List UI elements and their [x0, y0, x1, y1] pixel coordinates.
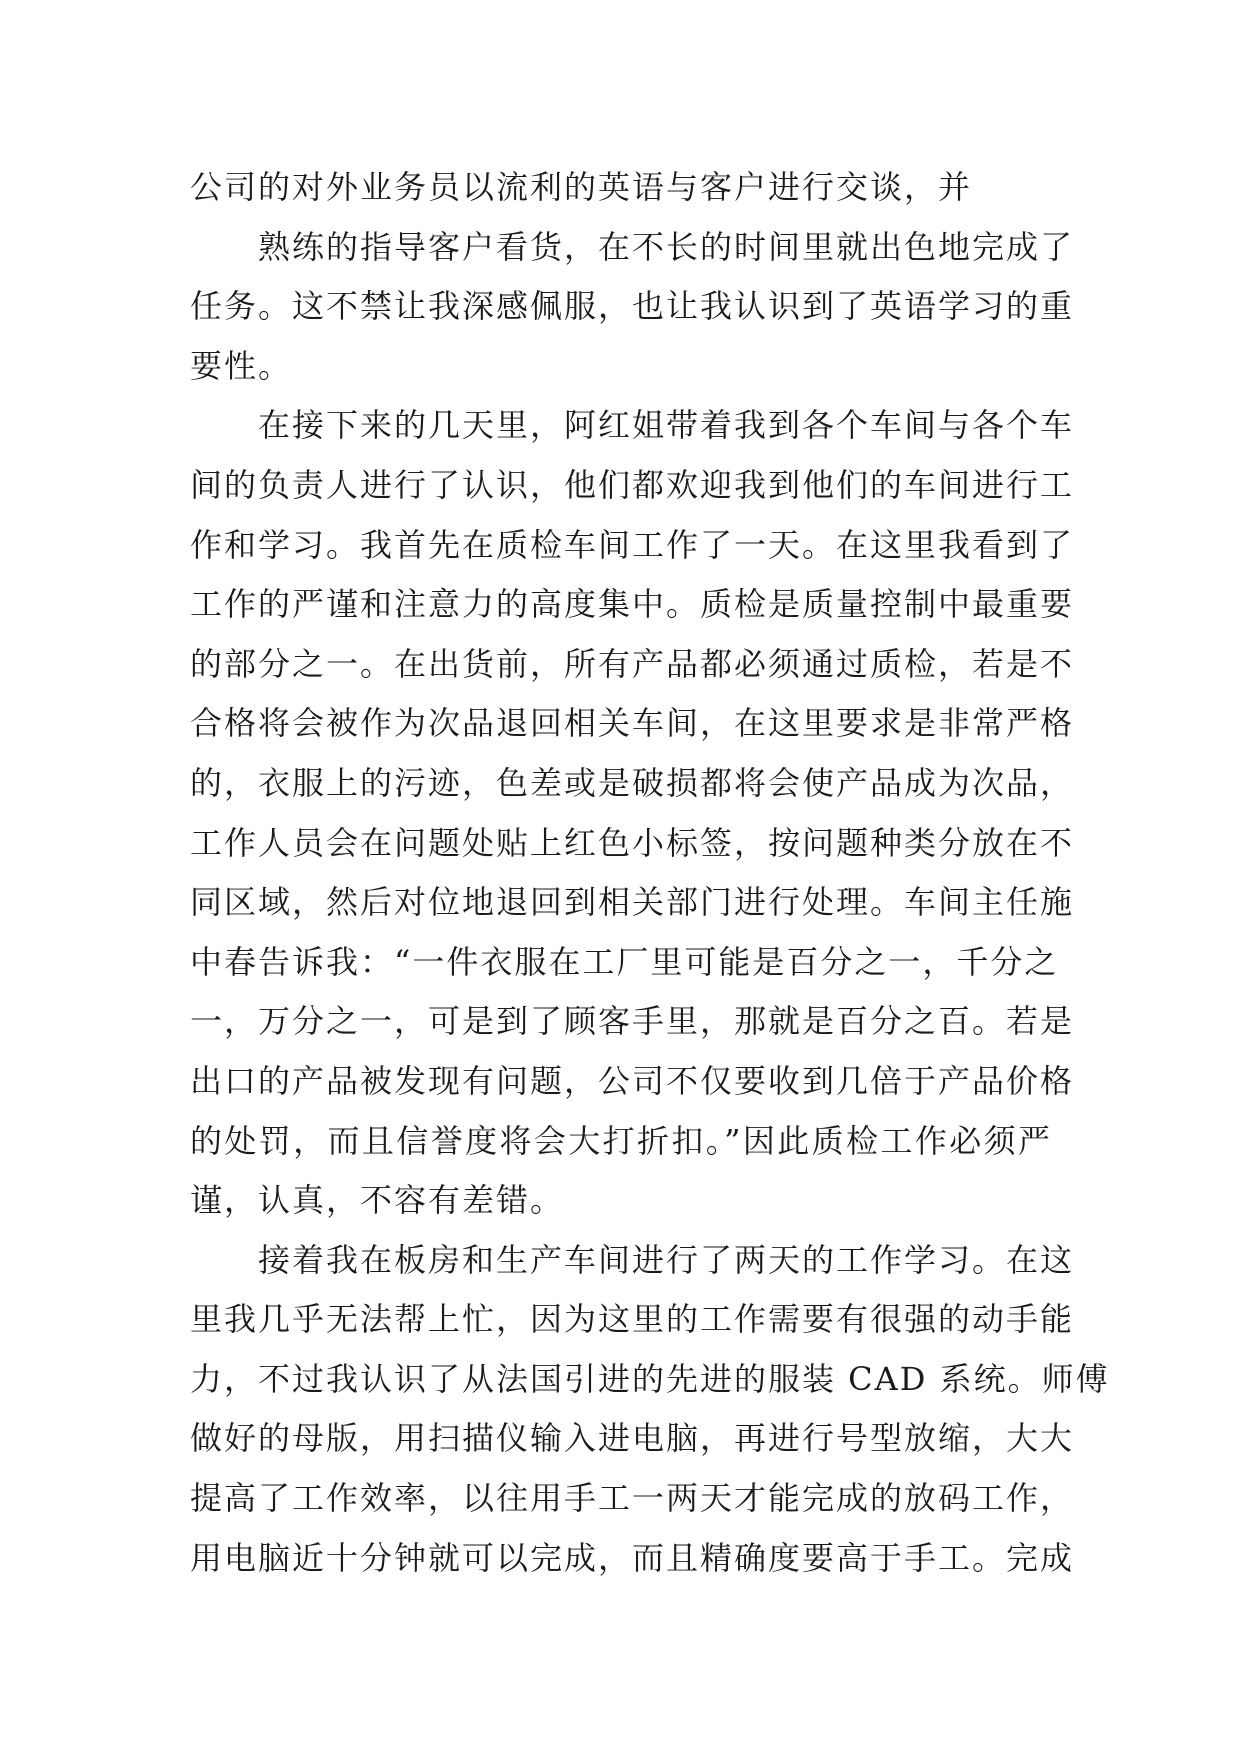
text-line: 任务。这不禁让我深感佩服，也让我认识到了英语学习的重 [190, 287, 1075, 326]
text-line: 出口的产品被发现有问题，公司不仅要收到几倍于产品价格 [190, 1061, 1075, 1100]
text-line: 工作的严谨和注意力的高度集中。质检是质量控制中最重要 [190, 585, 1075, 624]
text-line: 的，衣服上的污迹，色差或是破损都将会使产品成为次品， [190, 763, 1075, 802]
text-line: 接着我在板房和生产车间进行了两天的工作学习。在这 [258, 1240, 1075, 1279]
text-line: 作和学习。我首先在质检车间工作了一天。在这里我看到了 [190, 525, 1075, 564]
text-line: 合格将会被作为次品退回相关车间，在这里要求是非常严格 [190, 704, 1075, 743]
document-body [190, 158, 1110, 1588]
text-line: 同区域，然后对位地退回到相关部门进行处理。车间主任施 [190, 883, 1075, 922]
text-line: 提高了工作效率，以往用手工一两天才能完成的放码工作， [190, 1479, 1075, 1518]
text-line: 公司的对外业务员以流利的英语与客户进行交谈，并 [190, 168, 973, 206]
text-line: 用电脑近十分钟就可以完成，而且精确度要高于手工。完成 [190, 1538, 1075, 1577]
text-line: 的部分之一。在出货前，所有产品都必须通过质检，若是不 [190, 644, 1075, 683]
text-line: 做好的母版，用扫描仪输入进电脑，再进行号型放缩，大大 [190, 1419, 1075, 1458]
text-line: 中春告诉我：“一件衣服在工厂里可能是百分之一，千分之 [190, 942, 1059, 981]
text-line: 熟练的指导客户看货，在不长的时间里就出色地完成了 [258, 227, 1075, 266]
text-line: 在接下来的几天里，阿红姐带着我到各个车间与各个车 [258, 406, 1075, 445]
text-line: 里我几乎无法帮上忙，因为这里的工作需要有很强的动手能 [190, 1300, 1075, 1339]
text-line: 工作人员会在问题处贴上红色小标签，按问题种类分放在不 [190, 823, 1075, 862]
text-line: 的处罚，而且信誉度将会大打折扣。”因此质检工作必须严 [190, 1121, 1052, 1160]
text-line: 力，不过我认识了从法国引进的先进的服装 CAD 系统。师傅 [190, 1359, 1110, 1398]
text-line: 谨，认真，不容有差错。 [190, 1181, 565, 1220]
text-line: 一，万分之一，可是到了顾客手里，那就是百分之百。若是 [190, 1002, 1075, 1041]
text-line: 要性。 [190, 346, 293, 385]
text-line: 间的负责人进行了认识，他们都欢迎我到他们的车间进行工 [190, 465, 1075, 504]
